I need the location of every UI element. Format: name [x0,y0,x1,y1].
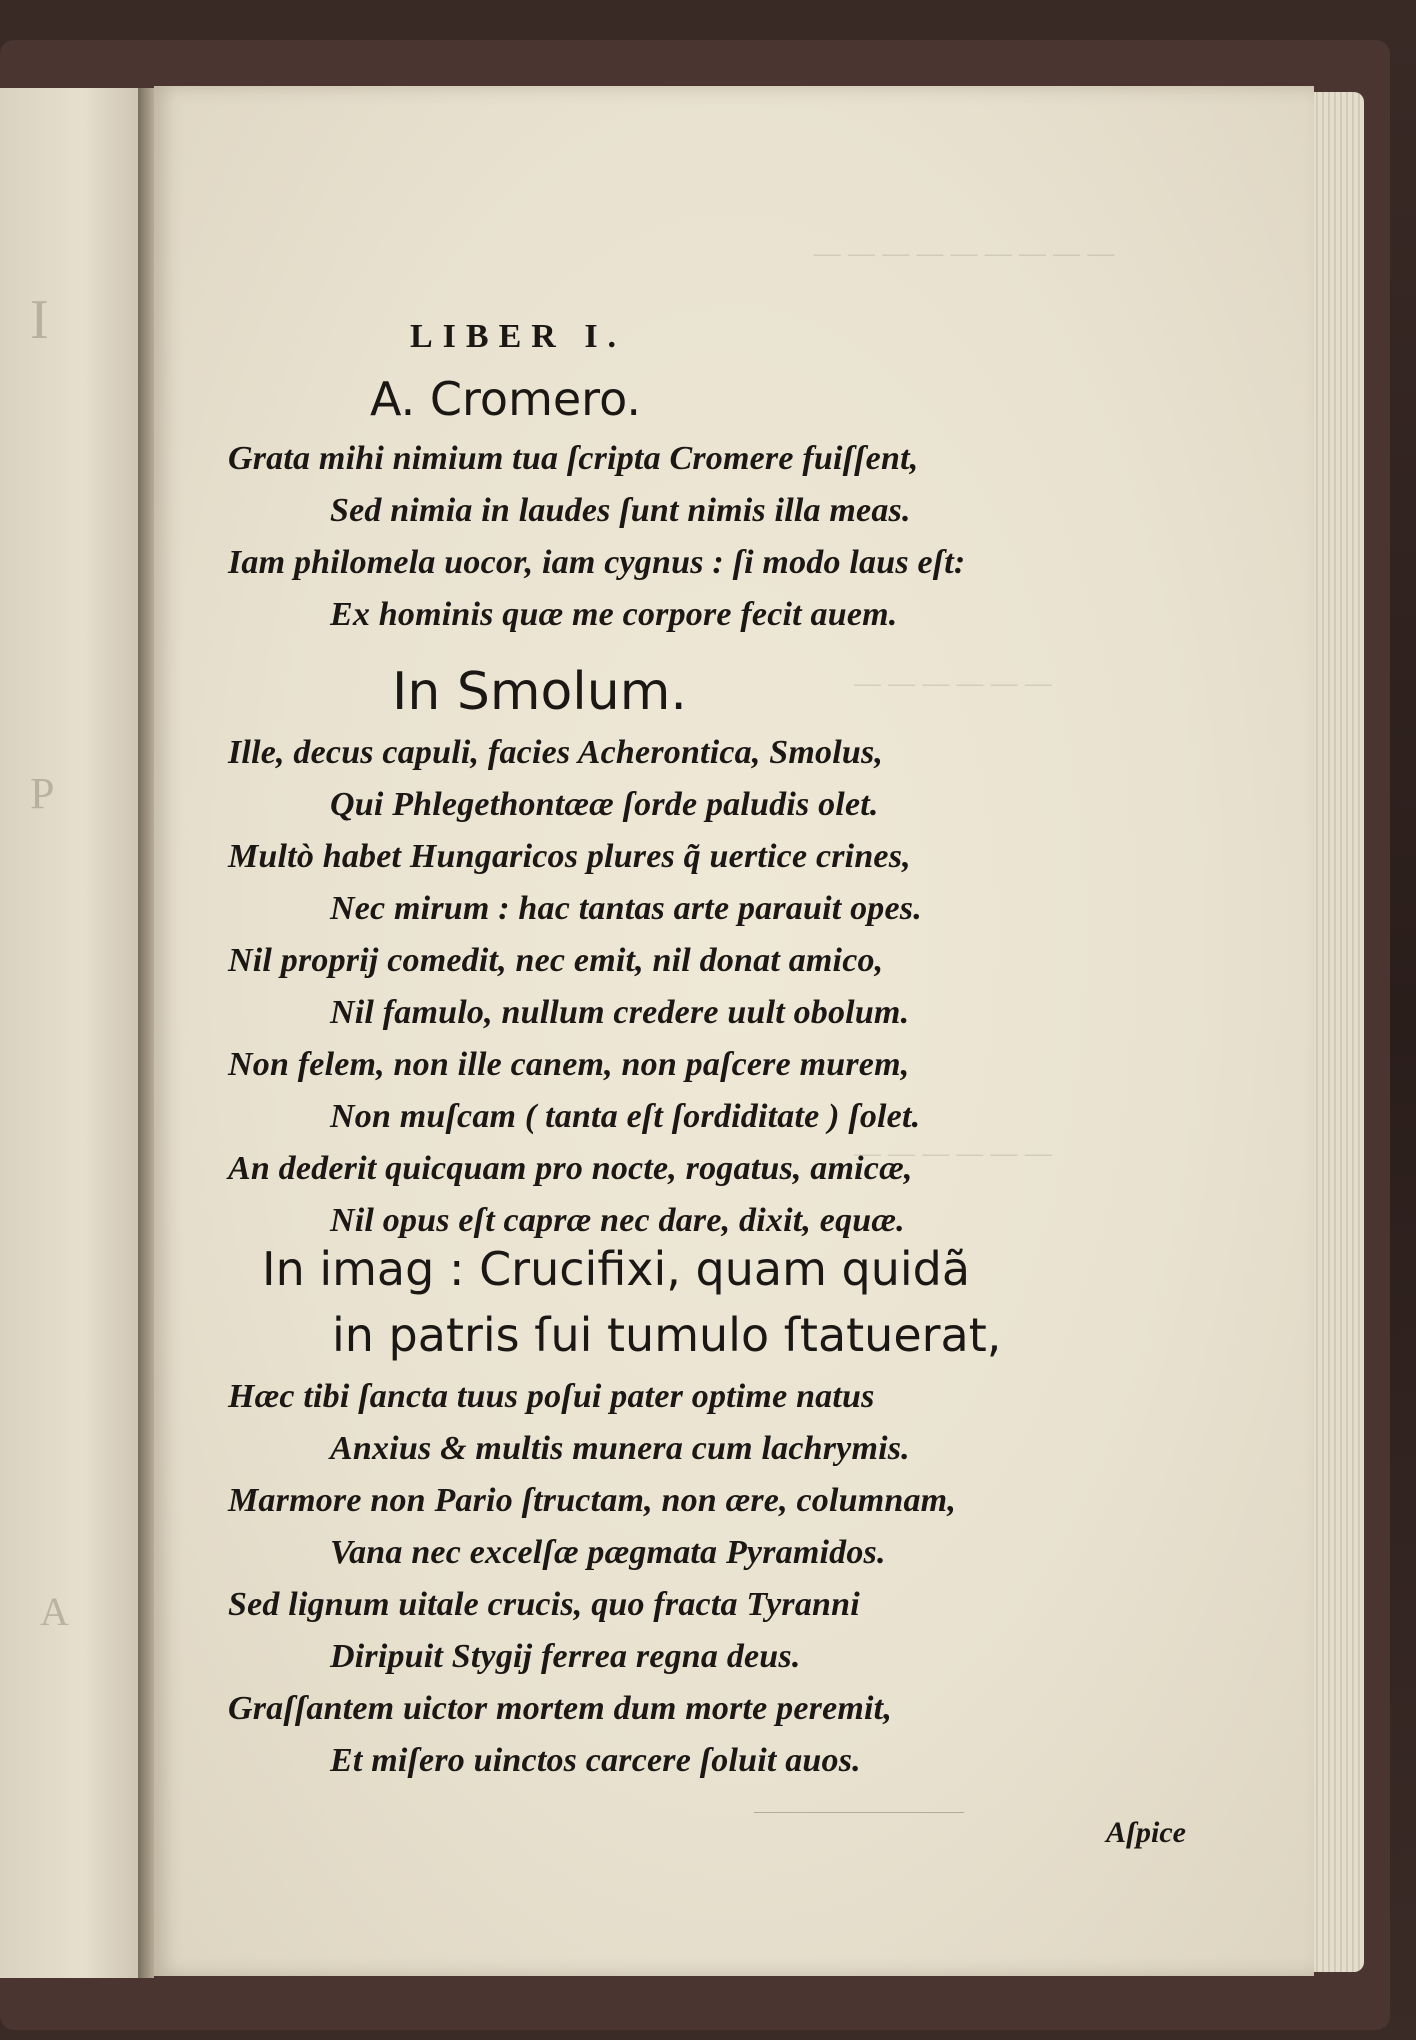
section-title: In imag : Crucifixi, quam quidã [262,1242,971,1296]
section-title-continued: in patris ſui tumulo ſtatuerat, [332,1308,1002,1362]
divider-rule [754,1812,964,1813]
show-through-bleed: — — — — — — — — — [814,236,1115,269]
section-title: A. Cromero. [370,372,642,426]
verse-line: Grata mihi nimium tua ſcripta Cromere fuiſſent, [228,440,919,477]
verse-line: Hæc tibi ſancta tuus poſui pater optime natus [228,1378,875,1415]
verse-line: Et miſero uinctos carcere ſoluit auos. [330,1742,861,1779]
verse-line: Anxius & multis munera cum lachrymis. [330,1430,910,1467]
section-title: In Smolum. [392,662,687,722]
verse-line: Vana nec excelſæ pægmata Pyramidos. [330,1534,886,1571]
left-page-faint-mark: I [30,289,49,351]
verse-line: Ex hominis quæ me corpore fecit auem. [330,596,898,633]
book-gutter [138,88,154,1978]
verse-line: Multò habet Hungaricos plures q̃ uertice crines, [228,838,911,875]
verse-line: Nil proprij comedit, nec emit, nil donat amico, [228,942,884,979]
show-through-bleed: — — — — — — [854,1136,1052,1169]
verse-line: Graſſantem uictor mortem dum morte peremit, [228,1690,893,1727]
verse-line: Nil famulo, nullum credere uult obolum. [330,994,910,1031]
verse-line: Sed nimia in laudes ſunt nimis illa meas. [330,492,911,529]
verse-line: Non muſcam ( tanta eſt ſordiditate ) ſolet. [330,1098,921,1135]
book-page [154,86,1314,1976]
running-head: LIBER I. [410,318,627,355]
show-through-bleed: — — — — — — [854,666,1052,699]
verse-line: Marmore non Pario ſtructam, non ære, columnam, [228,1482,957,1519]
left-page-faint-mark: A [40,1589,69,1634]
verse-line: Nec mirum : hac tantas arte parauit opes. [330,890,922,927]
verse-line: Non felem, non ille canem, non paſcere murem, [228,1046,910,1083]
verse-line: Diripuit Stygij ferrea regna deus. [330,1638,801,1675]
verse-line: Ille, decus capuli, facies Acherontica, Smolus, [228,734,884,771]
verse-line: Sed lignum uitale crucis, quo fracta Tyranni [228,1586,860,1623]
left-page-edge [0,88,141,1978]
page-text [154,86,1314,1976]
left-page-faint-mark: P [30,769,55,818]
verse-line: Nil opus eſt capræ nec dare, dixit, equæ. [330,1202,905,1239]
catchword: Aſpice [1106,1816,1186,1849]
verse-line: Iam philomela uocor, iam cygnus : ſi modo laus eſt: [228,544,966,581]
verse-line: An dederit quicquam pro nocte, rogatus, amicæ, [228,1150,913,1187]
verse-line: Qui Phlegethontææ ſorde paludis olet. [330,786,879,823]
